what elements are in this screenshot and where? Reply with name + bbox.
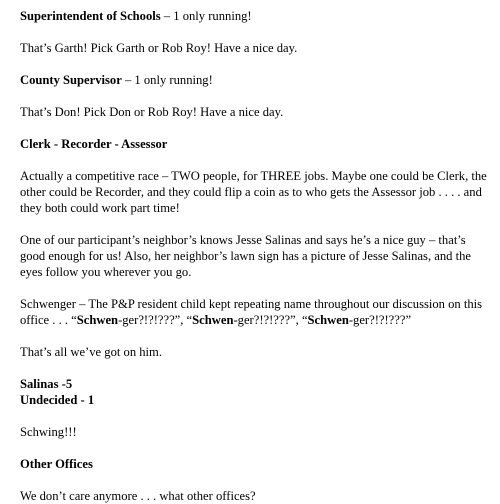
schwen-bold-1: Schwen (76, 313, 119, 327)
superintendent-line (20, 8, 488, 24)
superintendent-heading: Superintendent of Schools (20, 9, 161, 23)
para3-text: Schwenger – The P&P resident child kept repeating name throughout our discussion on this office . . . “ (20, 297, 483, 327)
tally-undecided: Undecided - 1 (20, 393, 95, 407)
schwen-bold-2: Schwen (192, 313, 234, 327)
para3-text: -ger?!?!???” (348, 313, 412, 327)
other-offices-body: We don’t care anymore . . . what other offices? (20, 489, 256, 503)
supervisor-line (20, 72, 488, 88)
schwen-bold-3: Schwen (307, 313, 349, 327)
clerk-paragraph-4: That’s all we’ve got on him. (20, 345, 162, 359)
para3-text: -ger?!?!???”, “ (233, 313, 308, 327)
clerk-paragraph-3 (20, 296, 488, 328)
clerk-heading: Clerk - Recorder - Assessor (20, 137, 168, 151)
tally-salinas: Salinas -5 (20, 377, 73, 391)
superintendent-tail: – 1 only running! (160, 9, 252, 23)
clerk-paragraph-2: One of our participant’s neighbor’s knows Jesse Salinas and says he’s a nice guy – that’s good enough for us! Also, her neighbor’s lawn sign has a picture of Jesse Salinas, and the eyes follow you wherever you go. (20, 233, 471, 279)
supervisor-tail: – 1 only running! (121, 73, 213, 87)
exclaim-line: Schwing!!! (20, 425, 77, 439)
supervisor-body: That’s Don! Pick Don or Rob Roy! Have a nice day. (20, 105, 284, 119)
clerk-paragraph-1: Actually a competitive race – TWO people, for THREE jobs. Maybe one could be Clerk, the other could be Recorder, and they could flip a coin as to who gets the Assessor job . . . . and they both could work part time! (20, 169, 487, 215)
document-body (20, 8, 488, 504)
other-offices-heading: Other Offices (20, 457, 93, 471)
superintendent-body: That’s Garth! Pick Garth or Rob Roy! Have a nice day. (20, 41, 298, 55)
para3-text: -ger?!?!???”, “ (118, 313, 193, 327)
supervisor-heading: County Supervisor (20, 73, 122, 87)
